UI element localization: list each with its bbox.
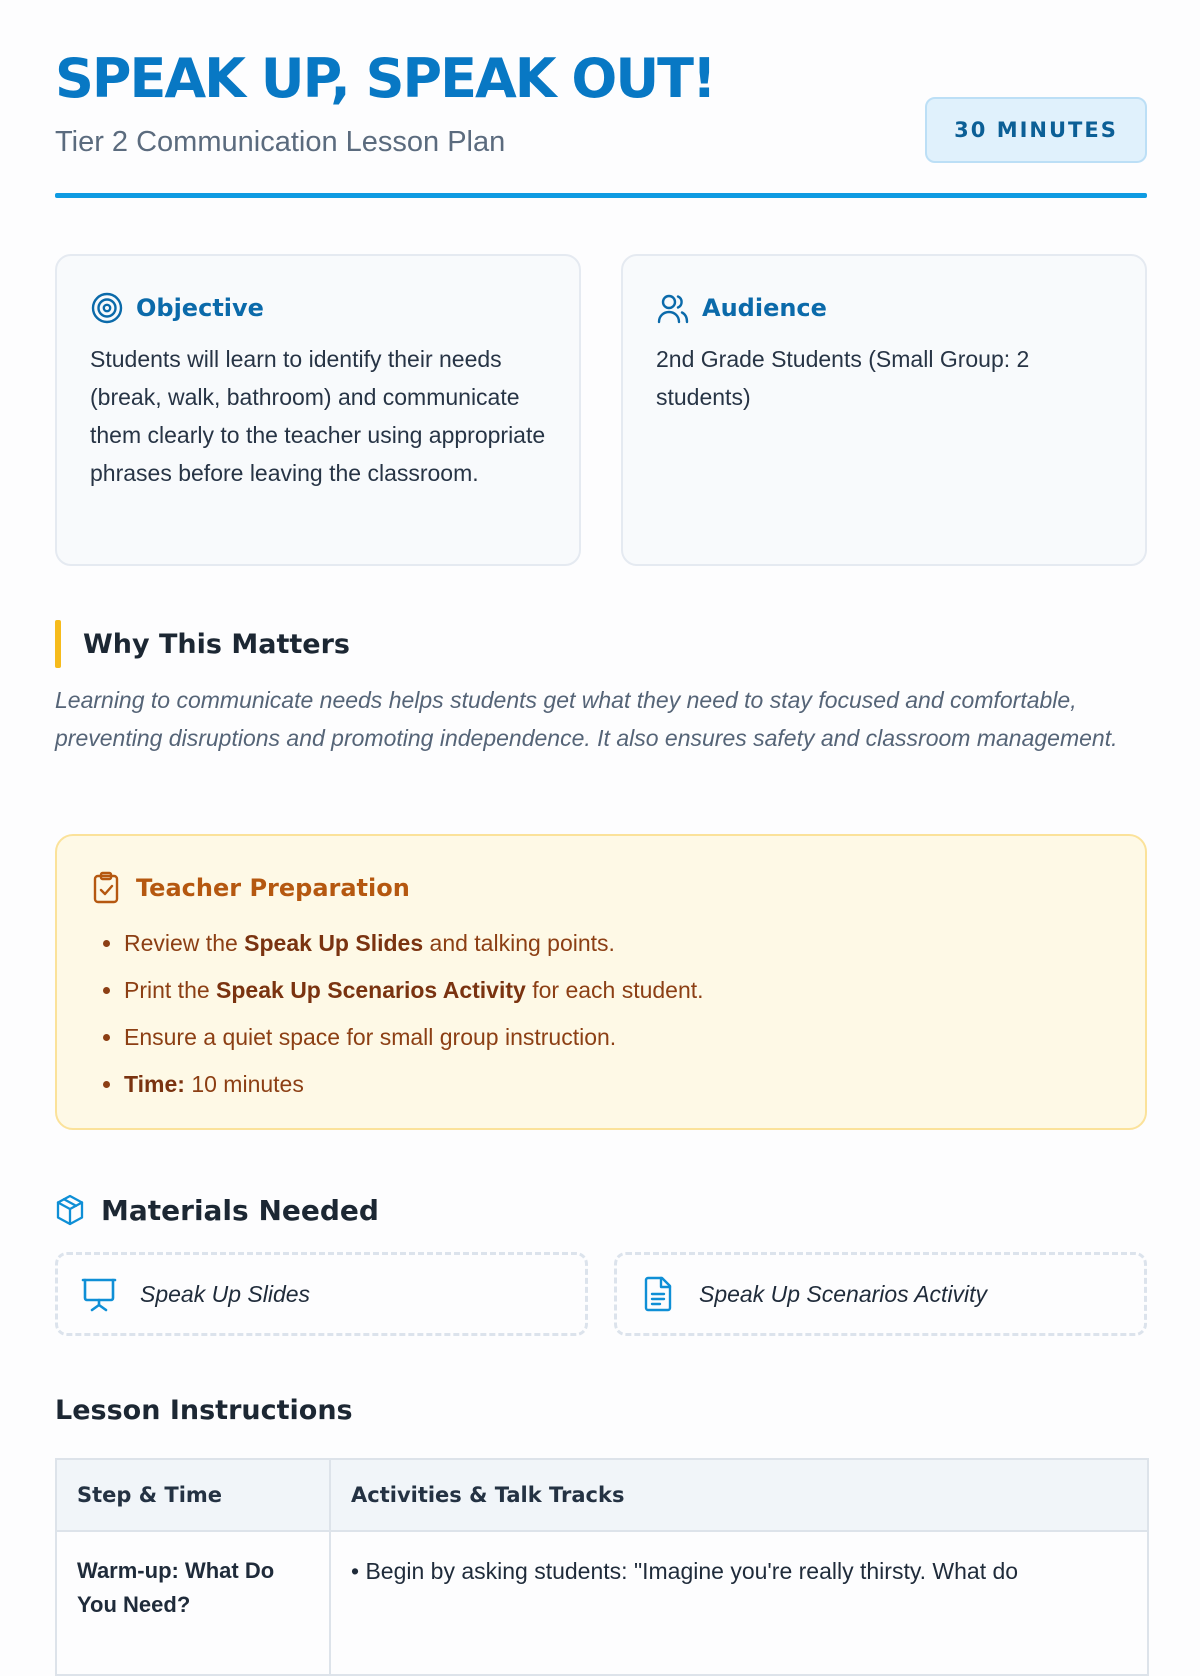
document-icon xyxy=(639,1275,677,1313)
audience-card xyxy=(621,254,1147,566)
page-subtitle: Tier 2 Communication Lesson Plan xyxy=(55,126,506,158)
materials-header xyxy=(55,1190,379,1230)
prep-item: • Review the Speak Up Slides and talking points. xyxy=(124,920,1113,967)
package-icon xyxy=(55,1194,85,1226)
lesson-plan-page xyxy=(55,0,1147,1617)
audience-header xyxy=(656,290,1113,326)
audience-title: Audience xyxy=(702,294,827,322)
materials-title: Materials Needed xyxy=(101,1193,379,1227)
material-label: Speak Up Slides xyxy=(140,1280,311,1307)
audience-text: 2nd Grade Students (Small Group: 2 students) xyxy=(656,346,1030,410)
objective-title: Objective xyxy=(136,294,264,322)
lesson-title: Lesson Instructions xyxy=(55,1395,353,1426)
target-icon xyxy=(90,291,124,325)
objective-card xyxy=(55,254,581,566)
info-cards xyxy=(55,254,1147,566)
why-text: Learning to communicate needs helps students get what they need to stay focused and comfortable, preventing disruptions and promoting independence. It also ensures safety and classroom management. xyxy=(55,687,1118,751)
material-scenarios xyxy=(614,1252,1147,1336)
step-cell: Warm-up: What Do You Need? xyxy=(56,1531,330,1675)
prep-header xyxy=(90,870,1113,906)
prep-list xyxy=(90,920,1113,1108)
users-icon xyxy=(656,291,690,325)
teacher-preparation xyxy=(55,834,1147,1130)
page-title: SPEAK UP, SPEAK OUT! xyxy=(55,47,715,110)
why-title: Why This Matters xyxy=(83,628,350,660)
column-header: Activities & Talk Tracks xyxy=(330,1459,1148,1531)
objective-text: Students will learn to identify their needs (break, walk, bathroom) and communicate them clearly to the teacher using appropriate phrases before leaving the classroom. xyxy=(90,346,546,486)
objective-header xyxy=(90,290,547,326)
header xyxy=(55,0,1147,200)
why-header xyxy=(55,620,350,668)
activity-cell: • Begin by asking students: "Imagine you're really thirsty. What do xyxy=(330,1531,1148,1675)
clipboard-check-icon xyxy=(90,871,122,905)
header-divider xyxy=(55,193,1147,198)
duration-badge: 30 MINUTES xyxy=(925,97,1147,163)
prep-item: • Ensure a quiet space for small group instruction. xyxy=(124,1014,1113,1061)
column-header: Step & Time xyxy=(56,1459,330,1531)
table-row xyxy=(56,1531,1148,1675)
material-slides xyxy=(55,1252,588,1336)
table-header-row xyxy=(56,1459,1148,1531)
why-accent-bar xyxy=(55,620,61,668)
lesson-table xyxy=(55,1458,1149,1676)
presentation-icon xyxy=(80,1275,118,1313)
prep-item: • Time: 10 minutes xyxy=(124,1061,1113,1108)
material-label: Speak Up Scenarios Activity xyxy=(699,1280,988,1307)
prep-title: Teacher Preparation xyxy=(136,874,410,902)
prep-item: • Print the Speak Up Scenarios Activity for each student. xyxy=(124,967,1113,1014)
